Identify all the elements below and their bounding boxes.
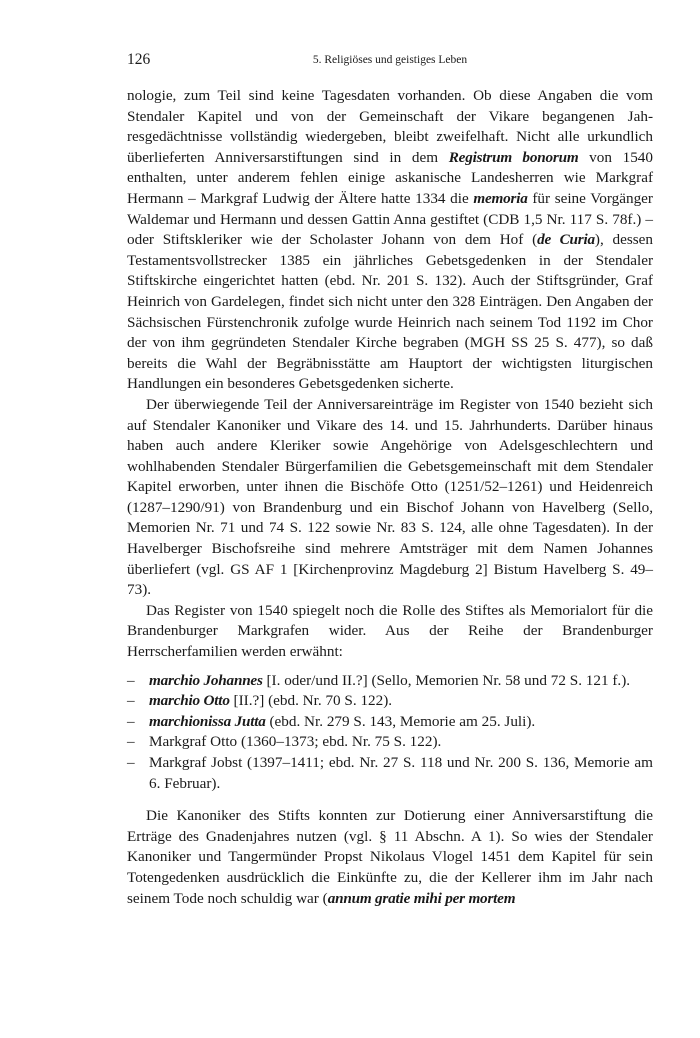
running-head: 5. Religiöses und geistiges Leben xyxy=(312,54,468,66)
list-item xyxy=(127,732,653,753)
body-text xyxy=(127,86,653,909)
list-dash: – xyxy=(127,671,135,689)
latin-term: marchio Johannes xyxy=(149,671,263,689)
margrave-list xyxy=(127,671,653,795)
text-run: für seine Vorgänger Waldemar und Hermann und dessen Gattin Anna gestiftet (CDB 1,5 Nr. 117 S. 78f.) – oder Stiftskleriker wie der Scholaster Johann von dem Hof ( xyxy=(127,189,653,249)
text-run: nologie, zum Teil sind keine Tagesdaten vorhanden. Ob diese Angaben die vom Stendaler Kapitel und von der Gemeinschaft der Vikare begangenen Jahresgedächtnisse vollständig wiedergeben, bleibt zweifelhaft. Nicht alle urkundlich überlieferten Anniversarstiftungen sind in dem xyxy=(127,87,653,166)
page-header xyxy=(127,50,653,70)
text-run: von 1540 enthalten, unter anderem fehlen einige askanische Landesherren wie Markgraf Hermann – Markgraf Ludwig der Ältere hatte 1334 die xyxy=(127,148,653,207)
list-item xyxy=(127,671,653,692)
paragraph-3: Das Register von 1540 spiegelt noch die Rolle des Stiftes als Memorialort für die Brandenburger Markgrafen wider. Aus der Reihe der Brandenburger Herrscherfamilien werden erwähnt: xyxy=(127,601,653,661)
list-dash: – xyxy=(127,754,135,771)
latin-term: memoria xyxy=(473,189,528,207)
paragraph-2: Der überwiegende Teil der Anniversareinträge im Register von 1540 bezieht sich auf Stendaler Kanoniker und Vikare des 14. und 15. Jahrhunderts. Darüber hinaus haben auch andere Kleriker sowie Angehörige von Adelsgeschlechtern und wohlhabenden Stendaler Bürgerfamilien die Gebetsgemeinschaft mit dem Stendaler Kapitel erworben, unter ihnen die Bischöfe Otto (1251/52–1261) und Heidenreich (1287–1290/91) von Brandenburg und ein Bischof Johann von Havelberg (Sello, Memorien Nr. 71 und 74 S. 122 sowie Nr. 83 S. 124, alle ohne Tagesdaten). In der Havelberger Bischofsreihe sind mehrere Amtsträger mit dem Namen Johannes überliefert (vgl. GS AF 1 [Kirchenprovinz Magdeburg 2] Bistum Havelberg S. 49–73). xyxy=(127,395,653,599)
text-run: ), dessen Testamentsvollstrecker 1385 ein jährliches Gebetsgedenken in der Stendaler Stiftskirche eingerichtet hatten (ebd. Nr. 201 S. 132). Auch der Stiftsgründer, Graf Heinrich von Gardelegen, findet sich nicht unter den 328 Einträgen. Den Angaben der Sächsischen Fürstenchronik zufolge wurde Heinrich nach seinem Tod 1192 im Chor der von ihm gegründeten Stendaler Kirche begraben (MGH SS 25 S. 477), so daß bereits die Wahl der Begräbnisstätte am Hauptort der wichtigsten liturgischen Handlungen ein besonderes Gebetsgedenken sicherte. xyxy=(127,231,653,393)
list-item xyxy=(127,712,653,733)
latin-term: marchio Otto xyxy=(149,692,230,710)
latin-term: Registrum bonorum xyxy=(448,148,579,166)
paragraph-1 xyxy=(127,86,653,395)
list-dash: – xyxy=(127,692,135,710)
list-item-text: (ebd. Nr. 279 S. 143, Memorie am 25. Juli). xyxy=(265,712,536,730)
list-item xyxy=(127,753,653,794)
list-item xyxy=(127,691,653,712)
list-item-text: [I. oder/und II.?] (Sello, Memorien Nr. 58 und 72 S. 121 f.). xyxy=(262,671,631,689)
list-item-text: Markgraf Otto (1360–1373; ebd. Nr. 75 S. 122). xyxy=(149,733,442,751)
page-number: 126 xyxy=(127,51,151,68)
text-run: Die Kanoniker des Stifts konnten zur Dotierung einer Anniversarstiftung die Erträge des Gnadenjahres nutzen (vgl. § 11 Abschn. A 1). So wies der Stendaler Kanoniker und Tangermünder Propst Nikolaus Vlogel 1451 dem Kapitel für sein Totengedenken ausdrücklich die Einkünfte zu, die der Kellerer ihm im Jahr nach seinem Tode noch schuldig war ( xyxy=(127,807,653,907)
list-item-text: Markgraf Jobst (1397–1411; ebd. Nr. 27 S. 118 und Nr. 200 S. 136, Memorie am 6. Februar). xyxy=(149,754,653,792)
list-dash: – xyxy=(127,712,135,730)
latin-term: annum gratie mihi per mortem xyxy=(327,889,516,907)
paragraph-4 xyxy=(127,806,653,909)
latin-term: marchionissa Jutta xyxy=(149,712,266,730)
latin-term: de Curia xyxy=(537,231,595,249)
list-dash: – xyxy=(127,733,135,751)
list-item-text: [II.?] (ebd. Nr. 70 S. 122). xyxy=(229,692,393,710)
